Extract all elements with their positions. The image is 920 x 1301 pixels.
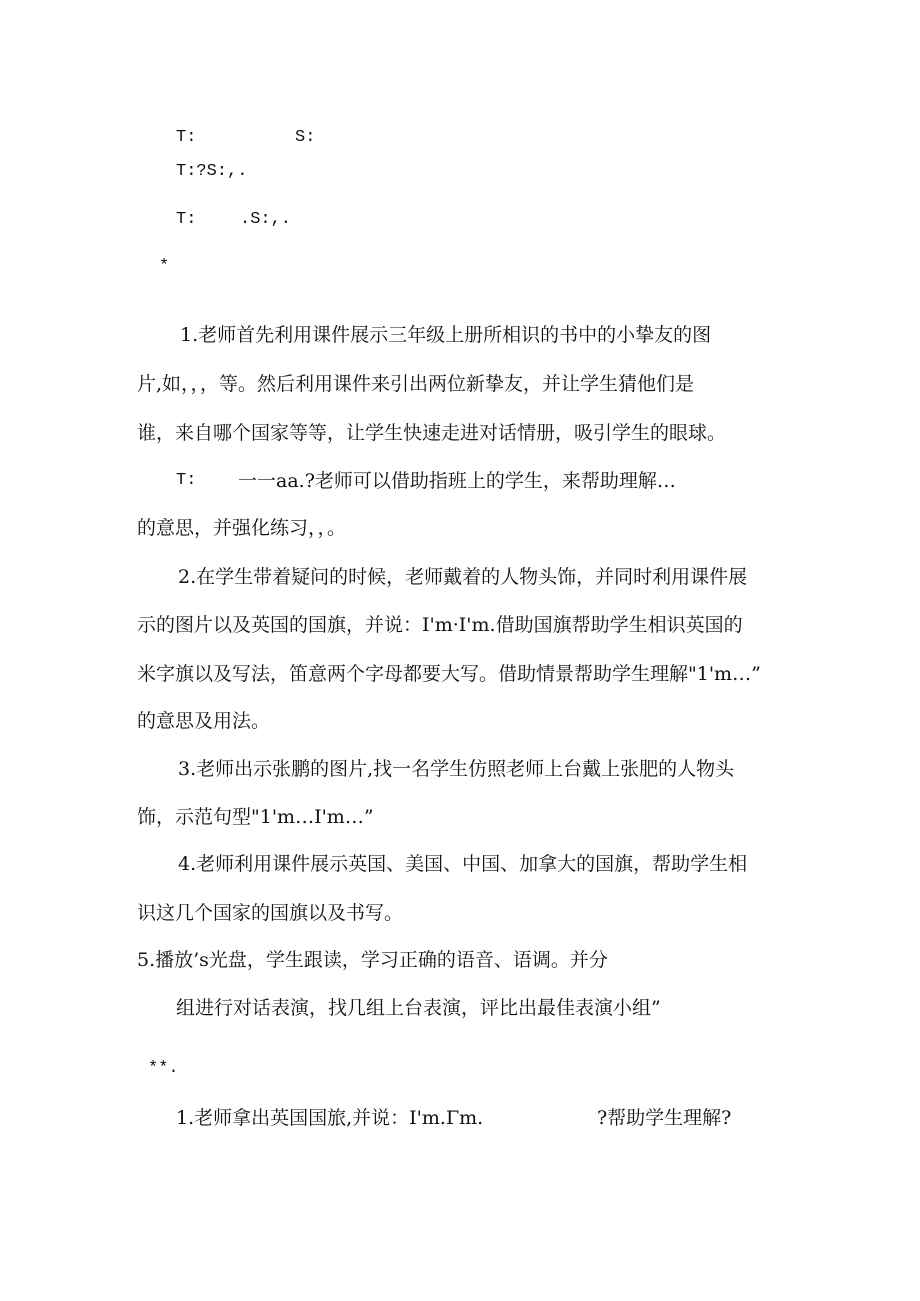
paragraph-3-line-2: 饰，示范句型"1'm…I'm…” — [137, 806, 374, 828]
dialogue-line-3-teacher: T: — [176, 210, 197, 229]
dialogue-line-3-student: .S:,. — [240, 210, 292, 229]
paragraph-2-line-3: 米字旗以及写法，笛意两个字母都要大写。借助情景帮助学生理解"1'm…” — [137, 663, 761, 685]
dialogue-line-1-teacher: T: — [176, 128, 197, 147]
paragraph-1-line-3: 谁，来自哪个国家等等，让学生快速走进对话情册，吸引学生的眼球。 — [137, 422, 727, 444]
paragraph-3-line-1: 3.老师出示张鹏的图片,找一名学生仿照老师上台戴上张肥的人物头 — [178, 758, 735, 780]
section-marker-2: **. — [148, 1059, 179, 1078]
section-marker-1: * — [159, 257, 170, 276]
dialogue-line-1-student: S: — [295, 128, 316, 147]
paragraph-1-line-4-teacher: T: — [176, 471, 197, 490]
paragraph-1-line-1: 1.老师首先利用课件展示三年级上册所相识的书中的小挚友的图 — [180, 324, 712, 346]
paragraph-2-line-1: 2.在学生带着疑问的时候，老师戴着的人物头饰，并同时利用课件展 — [178, 566, 748, 588]
paragraph-5-line-2: 组进行对话表演，找几组上台表演，评比出最佳表演小组” — [176, 997, 661, 1019]
paragraph-4-line-2: 识这几个国家的国旗以及书写。 — [137, 902, 404, 924]
paragraph-1-line-2: 片,如，，，等。然后利用课件来引出两位新挚友，并让学生猜他们是 — [137, 373, 695, 395]
paragraph-1-line-4: 一一aa.?老师可以借助指班上的学生，来帮助理解… — [238, 470, 676, 492]
paragraph-2-line-4: 的意思及用法。 — [137, 710, 271, 732]
paragraph-4-line-1: 4.老师利用课件展示英国、美国、中国、加拿大的国旗，帮助学生相 — [178, 853, 748, 875]
paragraph-6-line-1-end: ?帮助学生理解? — [597, 1107, 732, 1129]
paragraph-2-line-2: 示的图片以及英国的国旗，并说：I'm·I'm.借助国旗帮助学生相识英国的 — [137, 614, 743, 636]
paragraph-1-line-5: 的意思，并强化练习，，。 — [137, 517, 347, 539]
paragraph-5-line-1: 5.播放’s光盘，学生跟读，学习正确的语音、语调。并分 — [137, 949, 608, 971]
paragraph-6-line-1: 1.老师拿出英国国旅,并说：I'm.Γm. — [176, 1107, 484, 1129]
dialogue-line-2: T:?S:,. — [176, 162, 248, 181]
